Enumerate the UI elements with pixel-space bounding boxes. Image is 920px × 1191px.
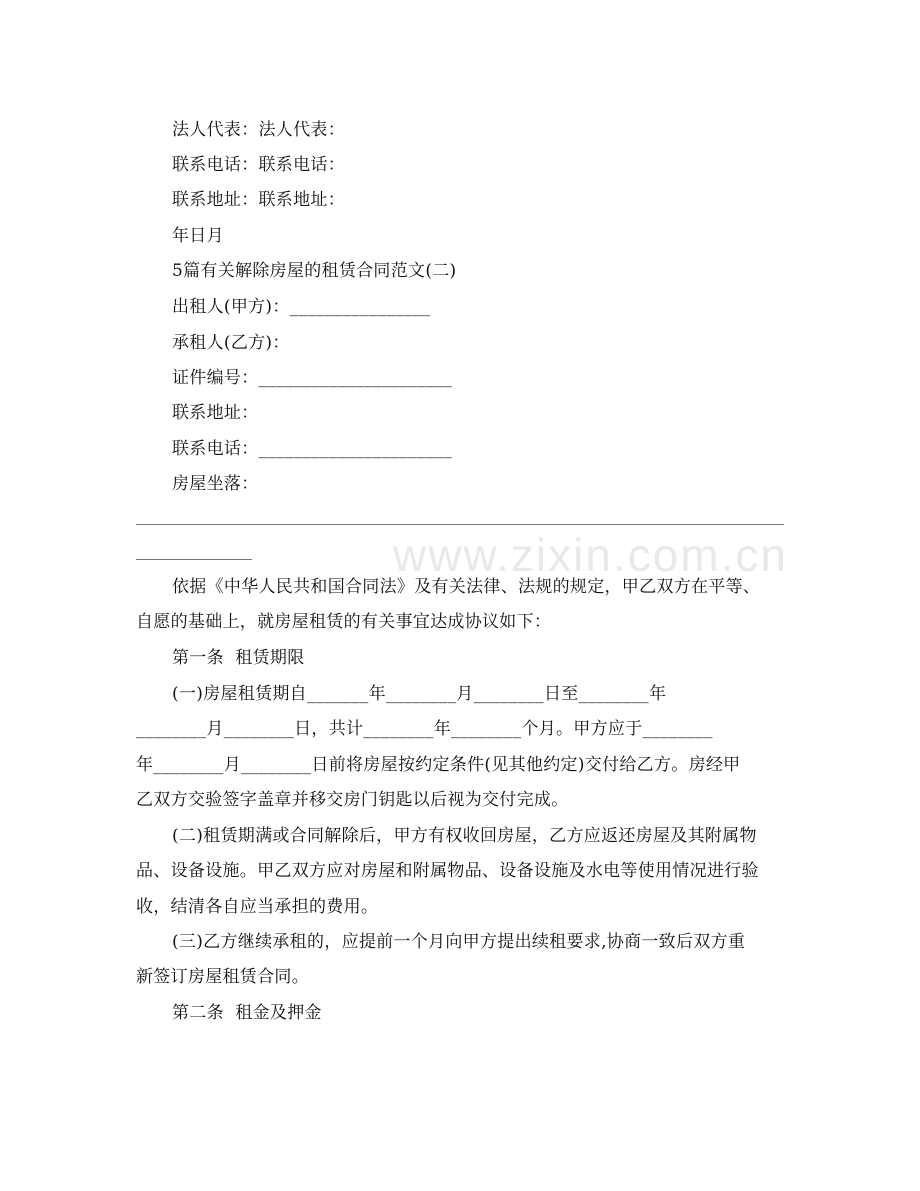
address-line: 联系地址：联系地址：: [172, 190, 345, 210]
lessor-line: 出租人(甲方)：________________: [172, 297, 431, 317]
intro-line-2: 自愿的基础上，就房屋租赁的有关事宜达成协议如下：: [136, 612, 552, 632]
clause-1-line-1: (一)房屋租赁期自_______年________月________日至________年: [172, 684, 667, 704]
blank-rule-long: [136, 524, 784, 525]
legal-representative-line: 法人代表：法人代表：: [172, 120, 345, 140]
property-location-line: 房屋坐落：: [172, 474, 259, 494]
contact-phone-line: 联系电话：______________________: [172, 439, 453, 459]
clause-2-line-3: 收，结清各自应当承担的费用。: [136, 897, 379, 917]
lessee-line: 承租人(乙方)：: [172, 333, 290, 353]
blank-rule-short: [136, 559, 252, 560]
clause-1-line-3: 年________月________日前将房屋按约定条件(见其他约定)交付给乙方。房经甲: [136, 755, 741, 775]
clause-3-line-2: 新签订房屋租赁合同。: [136, 967, 309, 987]
date-line: 年日月: [172, 226, 224, 246]
clause-3-line-1: (三)乙方继续承租的，应提前一个月向甲方提出续租要求,协商一致后双方重: [172, 932, 746, 952]
article-2-title: 第二条 租金及押金: [172, 1003, 322, 1023]
clause-1-line-2: ________月________日，共计________年________个月。甲方应于________: [136, 719, 713, 739]
clause-1-line-4: 乙双方交验签字盖章并移交房门钥匙以后视为交付完成。: [136, 790, 569, 810]
contact-address-line: 联系地址：: [172, 403, 259, 423]
clause-2-line-2: 品、设备设施。甲乙双方应对房屋和附属物品、设备设施及水电等使用情况进行验: [136, 861, 759, 881]
phone-line: 联系电话：联系电话：: [172, 155, 345, 175]
section-title: 5篇有关解除房屋的租赁合同范文(二): [172, 261, 457, 281]
article-1-title: 第一条 租赁期限: [172, 648, 305, 668]
clause-2-line-1: (二)租赁期满或合同解除后，甲方有权收回房屋，乙方应返还房屋及其附属物: [172, 826, 757, 846]
id-number-line: 证件编号：______________________: [172, 368, 453, 388]
intro-line-1: 依据《中华人民共和国合同法》及有关法律、法规的规定，甲乙双方在平等、: [172, 577, 761, 597]
watermark: www.zixin.com.cn: [393, 529, 788, 581]
